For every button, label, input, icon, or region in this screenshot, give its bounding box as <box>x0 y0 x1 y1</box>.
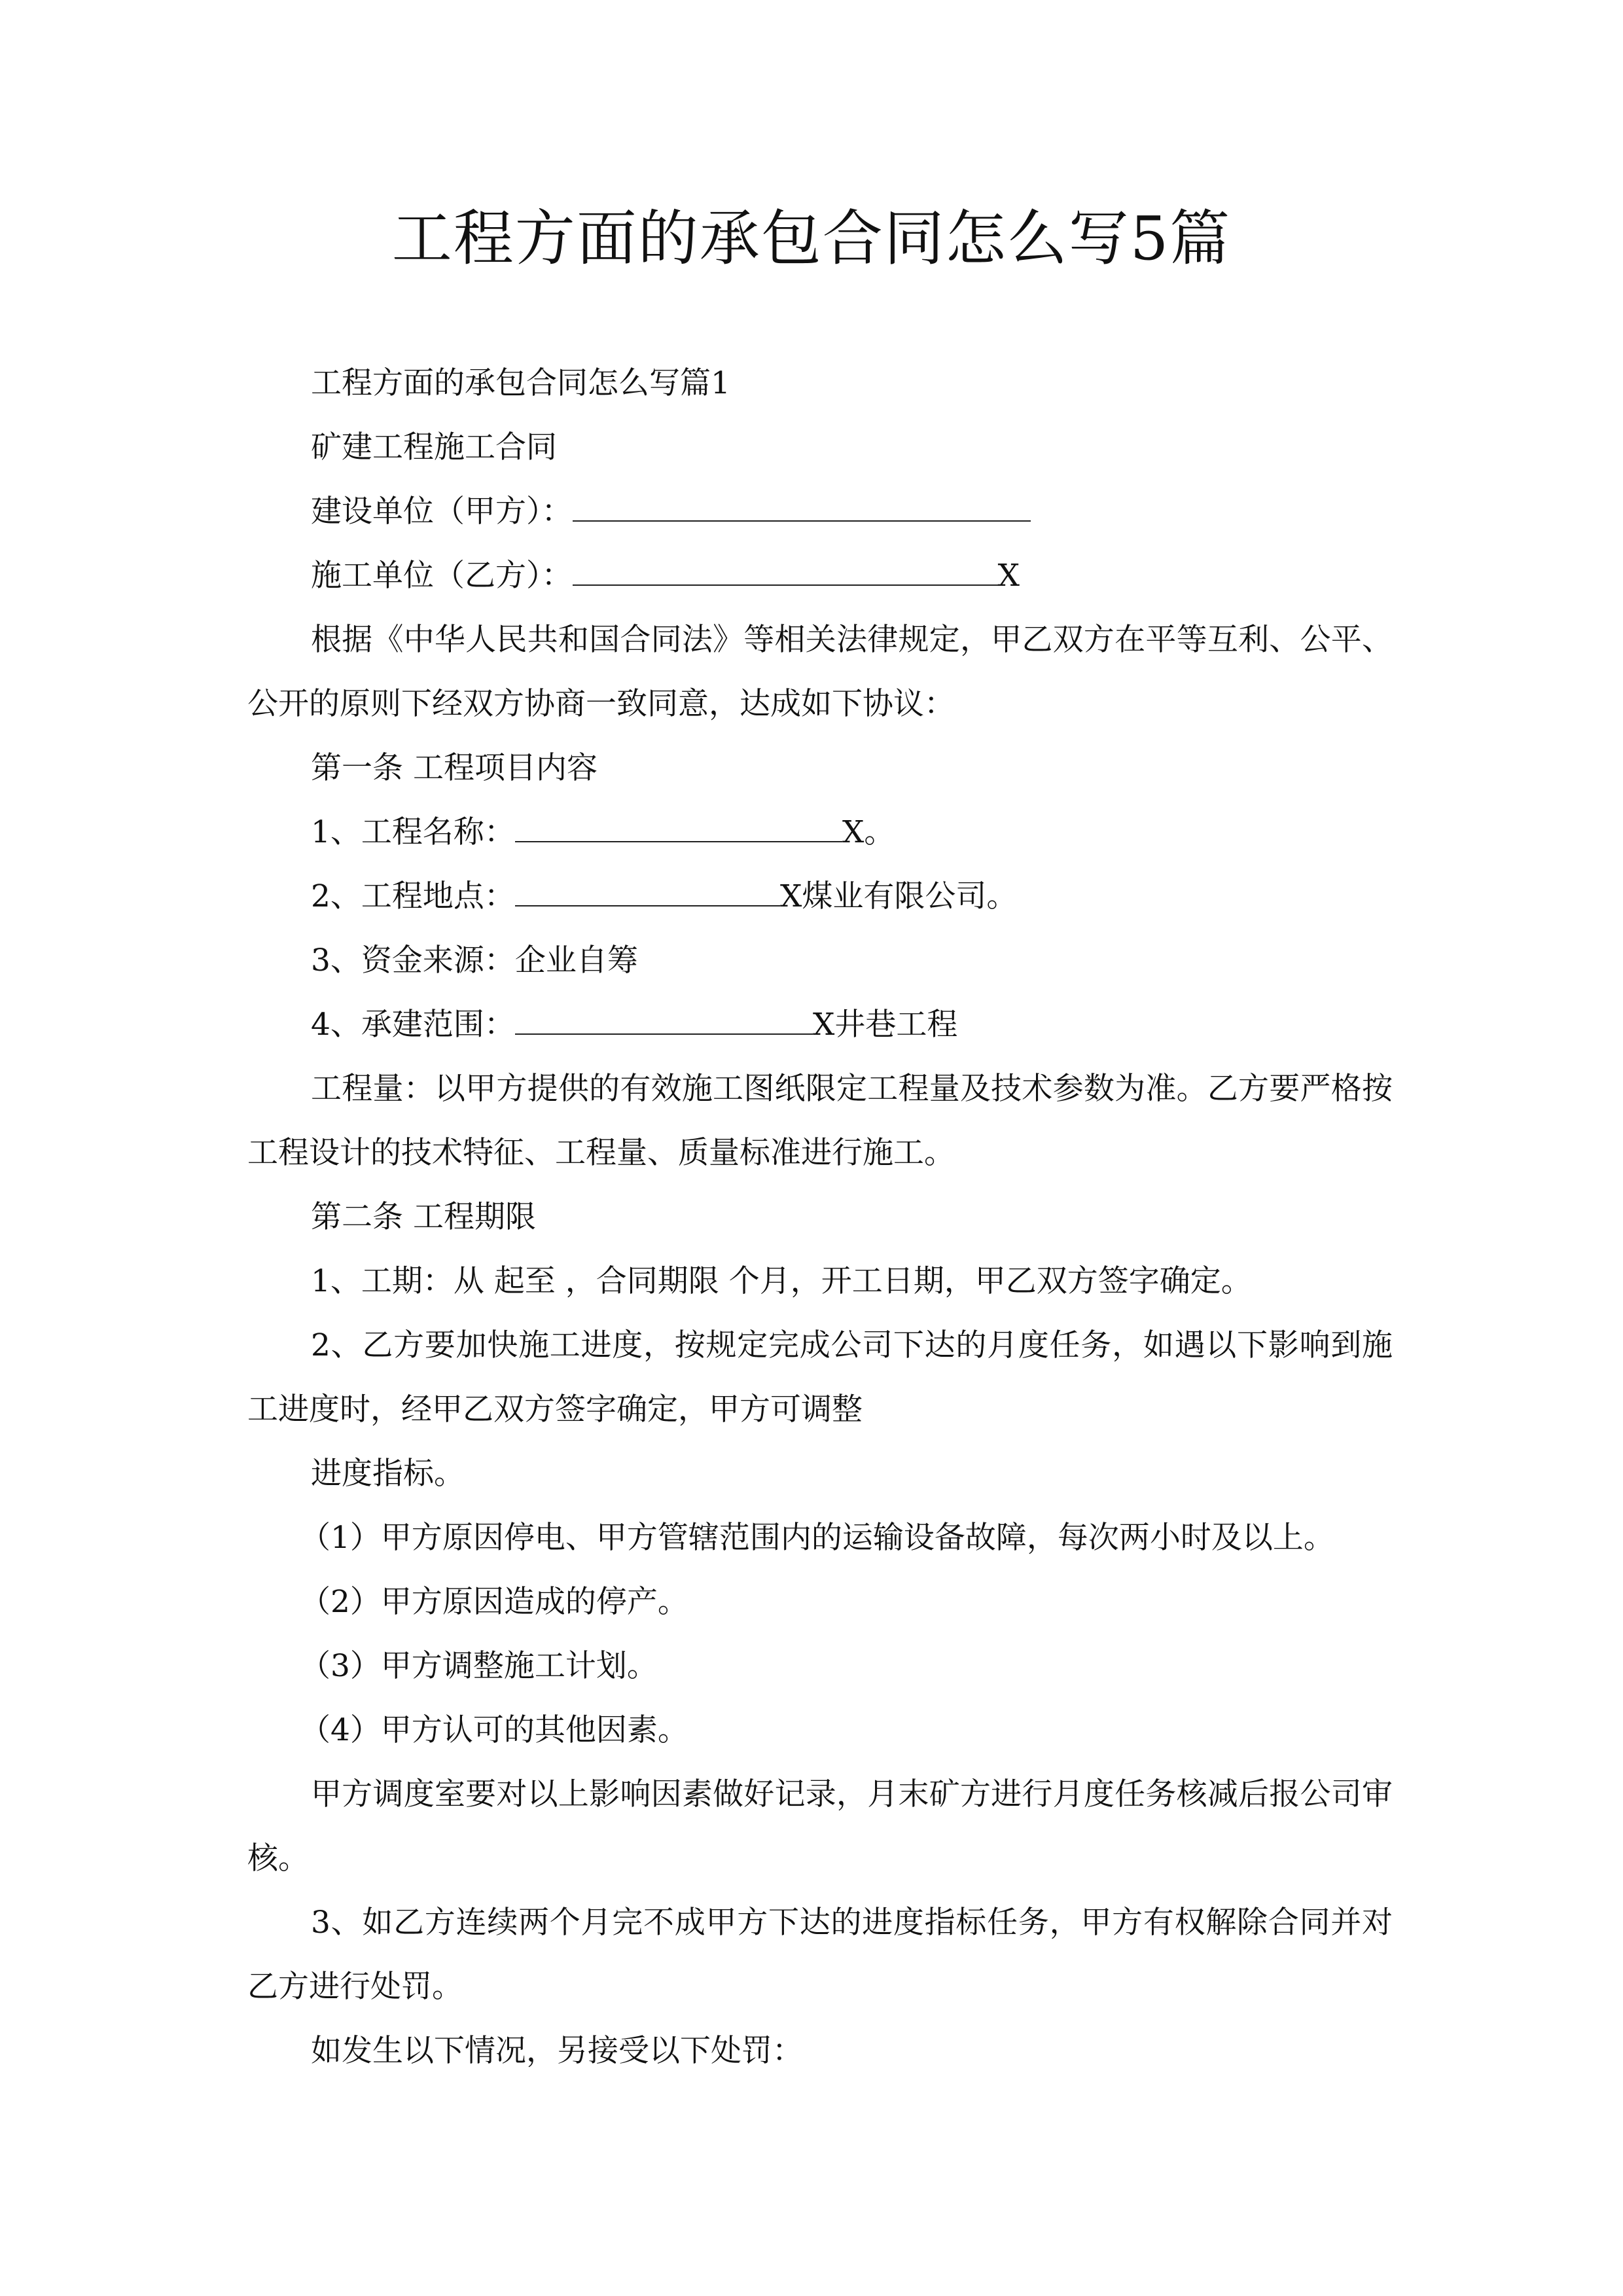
party-b-line <box>247 544 1393 608</box>
factor-2: （2）甲方原因造成的停产。 <box>300 1584 688 1620</box>
period-item-1: 1、工期：从 起至 ，合同期限 个月，开工日期，甲乙双方签字确定。 <box>311 1263 1252 1299</box>
period-item-2: 2、乙方要加快施工进度，按规定完成公司下达的月度任务，如遇以下影响到施工进度时，经甲乙双方签字确定，甲方可调整 <box>247 1327 1393 1427</box>
penalty-intro: 如发生以下情况，另接受以下处罚： <box>311 2033 803 2069</box>
article-2-heading: 第二条 工程期限 <box>311 1199 536 1235</box>
period-item-2-continued: 进度指标。 <box>311 1456 465 1492</box>
contract-name: 矿建工程施工合同 <box>311 429 557 465</box>
document-title: 工程方面的承包合同怎么写5篇 <box>391 204 1232 274</box>
item-1-blank <box>515 812 842 842</box>
period-item-3: 3、如乙方连续两个月完不成甲方下达的进度指标任务，甲方有权解除合同并对乙方进行处罚。 <box>247 1905 1393 2005</box>
section-subtitle: 工程方面的承包合同怎么写篇1 <box>311 365 730 401</box>
item-4-suffix: X井巷工程 <box>812 1007 958 1043</box>
quantity-paragraph: 工程量：以甲方提供的有效施工图纸限定工程量及技术参数为准。乙方要严格按工程设计的技术特征、工程量、质量标准进行施工。 <box>247 1071 1393 1171</box>
dispatch-paragraph: 甲方调度室要对以上影响因素做好记录，月末矿方进行月度任务核减后报公司审核。 <box>247 1776 1393 1876</box>
preamble-paragraph: 根据《中华人民共和国合同法》等相关法律规定，甲乙双方在平等互利、公平、公开的原则下经双方协商一致同意，达成如下协议： <box>247 622 1393 722</box>
item-2-blank <box>515 876 780 906</box>
article-1-heading: 第一条 工程项目内容 <box>311 750 597 786</box>
party-a-label: 建设单位（甲方）： <box>311 493 573 529</box>
item-1-suffix: X。 <box>842 814 895 850</box>
party-a-line <box>247 480 1393 544</box>
party-b-blank <box>573 556 998 586</box>
item-2-label: 2、工程地点： <box>311 878 515 914</box>
factor-4: （4）甲方认可的其他因素。 <box>300 1712 688 1748</box>
party-b-suffix: X <box>997 558 1020 594</box>
document-body <box>247 351 1393 2083</box>
party-a-blank <box>573 492 1031 522</box>
item-1-project-name <box>247 800 1393 865</box>
item-2-suffix: X煤业有限公司。 <box>779 878 1018 914</box>
item-1-label: 1、工程名称： <box>311 814 515 850</box>
item-3-funding: 3、资金来源：企业自筹 <box>311 942 638 978</box>
item-2-project-location <box>247 865 1393 929</box>
item-4-label: 4、承建范围： <box>311 1007 515 1043</box>
party-b-label: 施工单位（乙方）： <box>311 558 573 594</box>
factor-3: （3）甲方调整施工计划。 <box>300 1648 658 1684</box>
factor-1: （1）甲方原因停电、甲方管辖范围内的运输设备故障，每次两小时及以上。 <box>300 1520 1334 1556</box>
item-4-scope <box>247 993 1393 1057</box>
item-4-blank <box>515 1005 813 1035</box>
